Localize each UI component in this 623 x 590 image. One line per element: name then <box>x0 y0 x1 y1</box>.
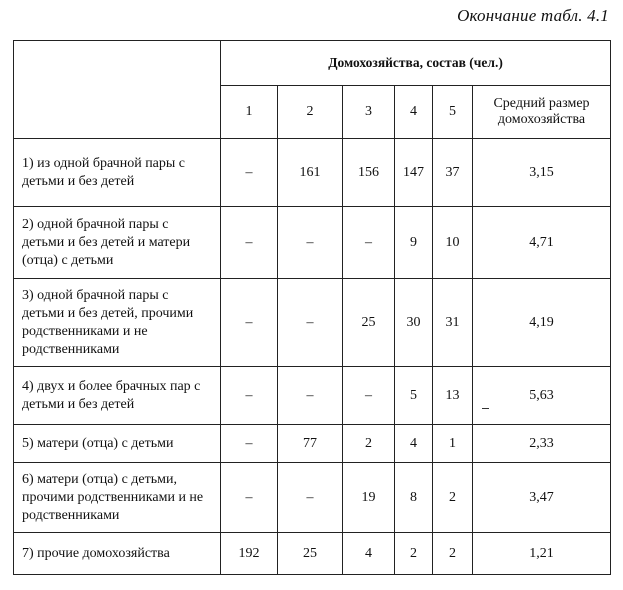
avg-size-cell: 3,15 <box>473 139 611 207</box>
table-row <box>14 139 611 207</box>
table-cell: – <box>221 463 278 533</box>
table-cell: 13 <box>433 367 473 425</box>
table-cell: – <box>221 207 278 279</box>
table-cell: – <box>343 367 395 425</box>
table-cell: 156 <box>343 139 395 207</box>
table-cell: 2 <box>343 425 395 463</box>
header-col-4: 4 <box>395 86 433 139</box>
table-cell: 4 <box>343 533 395 575</box>
header-col-3: 3 <box>343 86 395 139</box>
table-cell: 4 <box>395 425 433 463</box>
table-cell: 10 <box>433 207 473 279</box>
table-cell: 31 <box>433 279 473 367</box>
header-col-2: 2 <box>278 86 343 139</box>
row-label: 1) из одной брачной пары с детьми и без детей <box>14 139 221 207</box>
table-cell: – <box>278 207 343 279</box>
table-cell: 192 <box>221 533 278 575</box>
table-row <box>14 279 611 367</box>
table-cell: – <box>221 425 278 463</box>
table-cell: 1 <box>433 425 473 463</box>
table-cell: 2 <box>395 533 433 575</box>
table-cell: 2 <box>433 463 473 533</box>
row-label: 2) одной брачной пары с детьми и без детей и матери (отца) с детьми <box>14 207 221 279</box>
household-table <box>13 40 611 575</box>
table-cell: 37 <box>433 139 473 207</box>
header-avg-size: Средний размер домохозяйства <box>473 86 611 139</box>
table-cell: – <box>278 463 343 533</box>
avg-size-cell: 3,47 <box>473 463 611 533</box>
header-empty-cell <box>14 41 221 139</box>
table-cell: 77 <box>278 425 343 463</box>
table-row <box>14 367 611 425</box>
table-cell: – <box>278 279 343 367</box>
table-cell: – <box>221 367 278 425</box>
table-cell: 9 <box>395 207 433 279</box>
table-row <box>14 207 611 279</box>
table-cell: – <box>343 207 395 279</box>
row-label: 7) прочие домохозяйства <box>14 533 221 575</box>
row-label: 6) матери (отца) с детьми, прочими родственниками и не родственниками <box>14 463 221 533</box>
table-cell: – <box>221 139 278 207</box>
avg-size-cell: 5,63 <box>473 367 611 425</box>
table-cell: – <box>278 367 343 425</box>
header-col-5: 5 <box>433 86 473 139</box>
table-cell: – <box>221 279 278 367</box>
table-cell: 19 <box>343 463 395 533</box>
table-row <box>14 425 611 463</box>
table-row <box>14 463 611 533</box>
table-caption: Окончание табл. 4.1 <box>457 6 609 25</box>
row-label: 5) матери (отца) с детьми <box>14 425 221 463</box>
table-cell: 8 <box>395 463 433 533</box>
header-group-label: Домохозяйства, состав (чел.) <box>221 41 611 86</box>
table-cell: 25 <box>343 279 395 367</box>
avg-size-cell: 2,33 <box>473 425 611 463</box>
table-cell: 25 <box>278 533 343 575</box>
row-label: 3) одной брачной пары с детьми и без детей, прочими родственниками и не родственниками <box>14 279 221 367</box>
table-cell: 30 <box>395 279 433 367</box>
row-label: 4) двух и более брачных пар с детьми и без детей <box>14 367 221 425</box>
avg-size-cell: 4,19 <box>473 279 611 367</box>
table-cell: 161 <box>278 139 343 207</box>
table-cell: 5 <box>395 367 433 425</box>
scan-mark <box>482 408 489 409</box>
header-row-group <box>14 41 611 86</box>
table-cell: 2 <box>433 533 473 575</box>
avg-size-cell: 4,71 <box>473 207 611 279</box>
header-col-1: 1 <box>221 86 278 139</box>
table-row <box>14 533 611 575</box>
table-cell: 147 <box>395 139 433 207</box>
avg-size-cell: 1,21 <box>473 533 611 575</box>
